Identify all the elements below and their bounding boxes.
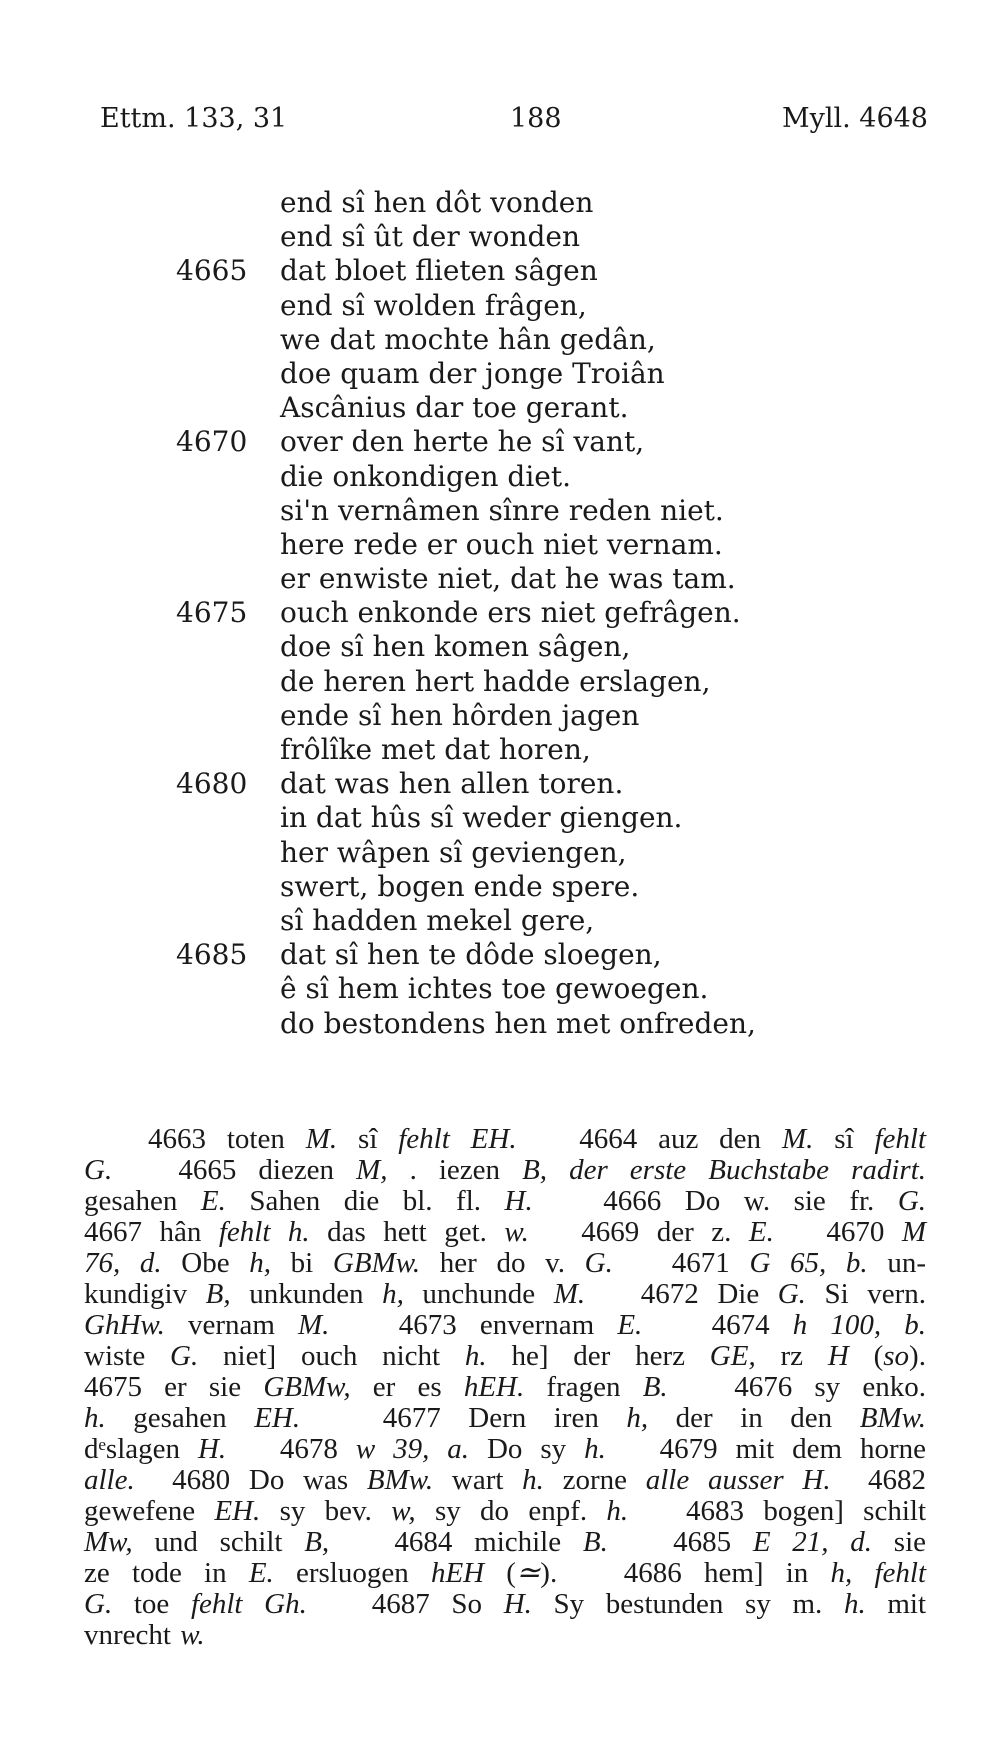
verse-line xyxy=(0,220,1000,254)
siglum-italic: h 100, b. xyxy=(792,1309,926,1341)
siglum-italic: der erste Buchstabe radirt. xyxy=(569,1154,927,1186)
verse-line xyxy=(0,801,1000,835)
siglum-italic: G. xyxy=(777,1278,806,1310)
footnote-text xyxy=(547,1154,569,1186)
footnote-text: sî xyxy=(337,1123,399,1155)
verse-text-line: over den herte he sî vant, xyxy=(280,425,645,459)
footnote-text: sie xyxy=(872,1526,926,1558)
verse-line xyxy=(0,494,1000,528)
footnote-line xyxy=(84,1620,926,1651)
footnote-text: 4674 xyxy=(642,1309,793,1341)
verse-line xyxy=(0,904,1000,938)
footnote-line xyxy=(84,1341,926,1372)
running-head-right: Myll. 4648 xyxy=(781,103,928,134)
footnote-text: vernam xyxy=(164,1309,299,1341)
verse-line xyxy=(0,596,1000,630)
footnote-text: und schilt xyxy=(132,1526,305,1558)
footnote-text: 4685 xyxy=(607,1526,753,1558)
verse-line xyxy=(0,938,1000,972)
footnote-text: 4670 xyxy=(773,1216,902,1248)
verse-line xyxy=(0,323,1000,357)
siglum-italic: w. xyxy=(504,1216,529,1248)
verse-text-line: Ascânius dar toe gerant. xyxy=(280,391,629,425)
siglum-italic: 76, d. xyxy=(84,1247,162,1279)
footnote-line xyxy=(84,1124,926,1155)
siglum-italic: G. xyxy=(84,1154,113,1186)
line-number: 4670 xyxy=(176,425,248,459)
siglum-italic: fehlt EH. xyxy=(398,1123,517,1155)
footnote-text: sy do enpf. xyxy=(415,1495,607,1527)
footnote-text: 4666 Do w. sie fr. xyxy=(532,1185,898,1217)
siglum-italic: E 21, d. xyxy=(752,1526,873,1558)
footnote-line xyxy=(84,1434,926,1465)
footnote-text: 4678 xyxy=(226,1433,356,1465)
siglum-italic: G. xyxy=(584,1247,613,1279)
siglum-italic: E. xyxy=(200,1185,226,1217)
footnote-text: 4676 sy enko. xyxy=(667,1371,926,1403)
footnote-text: der in den xyxy=(648,1402,860,1434)
verse-text-line: si'n vernâmen sînre reden niet. xyxy=(280,493,724,527)
verse-text-line: frôlîke met dat horen, xyxy=(280,733,591,766)
verse-text-line: here rede er ouch niet vernam. xyxy=(280,527,723,561)
footnote-line xyxy=(84,1279,926,1310)
verse-text-line: doe quam der jonge Troiân xyxy=(280,356,665,390)
siglum-italic: h, xyxy=(626,1402,649,1434)
verse-text-line: doe sî hen komen sâgen, xyxy=(280,630,631,664)
verse-line xyxy=(0,528,1000,562)
siglum-italic: GBMw. xyxy=(332,1247,421,1279)
verse-line xyxy=(0,254,1000,288)
siglum-italic: GhHw. xyxy=(84,1309,165,1341)
footnote-text: 4683 bogen] schilt xyxy=(628,1495,926,1527)
verse-text-line: swert, bogen ende spere. xyxy=(280,869,640,903)
siglum-italic: B. xyxy=(642,1371,668,1403)
footnote-line xyxy=(84,1372,926,1403)
verse-line xyxy=(0,186,1000,220)
footnote-text: 4677 Dern iren xyxy=(300,1402,627,1434)
footnote-text: Obe xyxy=(161,1247,250,1279)
footnote-text: gesahen xyxy=(84,1185,201,1217)
footnote-text: ( xyxy=(848,1340,884,1372)
verse-text-line: end sî ût der wonden xyxy=(280,220,581,254)
footnote-text: her do v. xyxy=(420,1247,585,1279)
footnote-text: das hett get. xyxy=(309,1216,505,1248)
siglum-italic: fehlt xyxy=(874,1123,926,1155)
siglum-italic: h. xyxy=(464,1340,487,1372)
footnote-text: ( xyxy=(484,1557,516,1589)
footnote-text: er es xyxy=(350,1371,464,1403)
verse-text-line: de heren hert hadde erslagen, xyxy=(280,664,711,698)
siglum-italic: EH. xyxy=(254,1402,301,1434)
siglum-italic: M. xyxy=(305,1123,338,1155)
verse-line xyxy=(0,699,1000,733)
siglum-italic: h, xyxy=(249,1247,272,1279)
siglum-italic: G. xyxy=(897,1185,927,1217)
siglum-italic: hEH. xyxy=(463,1371,525,1403)
verse-line xyxy=(0,425,1000,459)
footnote-text: rz xyxy=(755,1340,828,1372)
siglum-italic: so xyxy=(883,1340,910,1372)
siglum-italic: G. xyxy=(84,1588,113,1620)
footnote-text xyxy=(852,1557,874,1589)
verse-line xyxy=(0,972,1000,1006)
footnote-text: 4671 xyxy=(612,1247,750,1279)
verse-line xyxy=(0,665,1000,699)
siglum-italic: M xyxy=(901,1216,926,1248)
siglum-italic: B. xyxy=(582,1526,608,1558)
siglum-italic: w 39, a. xyxy=(355,1433,470,1465)
siglum-italic: B, xyxy=(205,1278,231,1310)
footnote-text: wart xyxy=(433,1464,523,1496)
footnote-text: kundigiv xyxy=(84,1278,206,1310)
footnote-text: unkunden xyxy=(230,1278,383,1310)
footnote-text: ). xyxy=(909,1340,926,1372)
siglum-italic: h. xyxy=(584,1433,606,1465)
siglum-italic: h, xyxy=(382,1278,404,1310)
footnote-text: 4663 toten xyxy=(148,1123,306,1155)
footnote-text: 4667 hân xyxy=(84,1216,219,1248)
siglum-italic: Mw, xyxy=(84,1526,133,1558)
siglum-italic: E. xyxy=(617,1309,643,1341)
verse-line xyxy=(0,1007,1000,1041)
verse-text-line: er enwiste niet, dat he was tam. xyxy=(280,562,736,596)
footnote-text: 4679 mit dem horne xyxy=(605,1433,927,1465)
footnote-text: ze tode in xyxy=(84,1557,249,1589)
siglum-italic: M, xyxy=(356,1154,388,1186)
verse-text-line: dat sî hen te dôde sloegen, xyxy=(280,938,662,972)
footnote-text: 4673 envernam xyxy=(329,1309,618,1341)
footnote-line xyxy=(84,1248,926,1279)
footnote-line xyxy=(84,1589,926,1620)
siglum-italic: GE, xyxy=(709,1340,756,1372)
footnote-text: 4675 er sie xyxy=(84,1371,264,1403)
verse-text-line: sî hadden mekel gere, xyxy=(280,903,595,937)
siglum-italic: alle. xyxy=(84,1464,135,1496)
footnote-text: niet] ouch nicht xyxy=(198,1340,465,1372)
footnote-text: sy bev. xyxy=(260,1495,392,1527)
siglum-italic: w, xyxy=(391,1495,416,1527)
footnote-text: ersluogen xyxy=(273,1557,431,1589)
footnote-text: . iezen xyxy=(387,1154,523,1186)
footnote-text: sî xyxy=(813,1123,875,1155)
siglum-italic: alle ausser H. xyxy=(645,1464,831,1496)
siglum-italic: fehlt Gh. xyxy=(190,1588,307,1620)
siglum-italic: H. xyxy=(503,1588,532,1620)
footnote-text: 4664 auz den xyxy=(516,1123,782,1155)
footnote-text: 4672 Die xyxy=(585,1278,778,1310)
footnote-text: 4669 der z. xyxy=(528,1216,749,1248)
footnote-line xyxy=(84,1403,926,1434)
footnote-text: Sahen die bl. fl. xyxy=(225,1185,505,1217)
verse-text xyxy=(0,186,1000,1041)
footnote-line xyxy=(84,1186,926,1217)
siglum-italic: BMw. xyxy=(859,1402,927,1434)
running-head-left: Ettm. 133, 31 xyxy=(100,103,288,134)
verse-line xyxy=(0,357,1000,391)
siglum-italic: h. xyxy=(606,1495,629,1527)
verse-line xyxy=(0,460,1000,494)
siglum-italic: M. xyxy=(781,1123,814,1155)
footnote-text: vnrecht xyxy=(84,1619,181,1651)
footnote-text: un- xyxy=(867,1247,926,1279)
footnote-text: zorne xyxy=(543,1464,646,1496)
siglum-italic: M. xyxy=(553,1278,586,1310)
verse-text-line: her wâpen sî geviengen, xyxy=(280,835,627,869)
footnote-line xyxy=(84,1496,926,1527)
verse-text-line: we dat mochte hân gedân, xyxy=(280,322,656,356)
siglum-italic: G. xyxy=(170,1340,199,1372)
siglum-italic: G 65, b. xyxy=(749,1247,868,1279)
siglum-italic: E. xyxy=(748,1216,774,1248)
footnote-text: unchunde xyxy=(403,1278,554,1310)
verse-line xyxy=(0,836,1000,870)
footnote-text: gesahen xyxy=(105,1402,255,1434)
footnote-text: 4680 Do was xyxy=(134,1464,367,1496)
footnote-text: Sy bestunden sy m. xyxy=(531,1588,844,1620)
siglum-italic: fehlt h. xyxy=(218,1216,310,1248)
line-number: 4680 xyxy=(176,767,248,801)
siglum-italic: E. xyxy=(248,1557,274,1589)
siglum-italic: hEH xyxy=(430,1557,485,1589)
verse-text-line: do bestondens hen met onfreden, xyxy=(280,1006,756,1040)
siglum-italic: M. xyxy=(298,1309,330,1341)
line-number: 4665 xyxy=(176,254,248,288)
verse-line xyxy=(0,630,1000,664)
verse-line xyxy=(0,733,1000,767)
footnote-text: 4682 xyxy=(830,1464,927,1496)
footnote-text: wiste xyxy=(84,1340,171,1372)
verse-text-line: ê sî hem ichtes toe gewoegen. xyxy=(280,972,709,1006)
footnote-line xyxy=(84,1465,926,1496)
footnote-text: 4684 michile xyxy=(329,1526,583,1558)
siglum-italic: H xyxy=(827,1340,849,1372)
footnote-text: ). 4686 hem] in xyxy=(540,1557,831,1589)
siglum-italic: GBMw, xyxy=(263,1371,351,1403)
siglum-italic: h. xyxy=(843,1588,866,1620)
footnote-line xyxy=(84,1310,926,1341)
siglum-italic: h. xyxy=(522,1464,544,1496)
siglum-italic: BMw. xyxy=(366,1464,434,1496)
verse-text-line: ende sî hen hôrden jagen xyxy=(280,698,640,732)
siglum-italic: h. xyxy=(84,1402,106,1434)
footnote-text: mit xyxy=(865,1588,927,1620)
footnote-line xyxy=(84,1527,926,1558)
footnote-text: gewefene xyxy=(84,1495,215,1527)
siglum-italic: H. xyxy=(197,1433,227,1465)
verse-text-line: die onkondigen diet. xyxy=(280,459,572,493)
siglum-italic: h, xyxy=(830,1557,853,1589)
footnote-text: Do sy xyxy=(469,1433,585,1465)
siglum-italic: fehlt xyxy=(874,1557,926,1589)
siglum-italic: H. xyxy=(504,1185,533,1217)
footnote-text: bi xyxy=(271,1247,333,1279)
siglum-italic: EH. xyxy=(214,1495,261,1527)
footnote-text: he] der herz xyxy=(486,1340,710,1372)
verse-line xyxy=(0,767,1000,801)
footnote-text: toe xyxy=(112,1588,191,1620)
verse-text-line: end sî hen dôt vonden xyxy=(280,186,594,219)
footnote-line xyxy=(84,1155,926,1186)
verse-line xyxy=(0,870,1000,904)
verse-text-line: dat was hen allen toren. xyxy=(280,767,624,801)
verse-text-line: ouch enkonde ers niet gefrâgen. xyxy=(280,596,741,630)
footnote-text: 4687 So xyxy=(306,1588,504,1620)
line-number: 4675 xyxy=(176,596,248,630)
footnote-text: 4665 diezen xyxy=(112,1154,357,1186)
critical-apparatus xyxy=(84,1124,926,1651)
siglum-italic: B, xyxy=(522,1154,548,1186)
line-number: 4685 xyxy=(176,938,248,972)
siglum-italic: w. xyxy=(180,1619,205,1651)
footnote-line xyxy=(84,1558,926,1589)
footnote-line xyxy=(84,1217,926,1248)
footnote-text: Si vern. xyxy=(805,1278,926,1310)
siglum-italic: B, xyxy=(304,1526,330,1558)
footnote-text: fragen xyxy=(524,1371,643,1403)
verse-text-line: end sî wolden frâgen, xyxy=(280,288,587,322)
siglum-italic: ≃ xyxy=(515,1557,541,1589)
verse-line xyxy=(0,562,1000,596)
verse-line xyxy=(0,289,1000,323)
verse-text-line: dat bloet flieten sâgen xyxy=(280,254,598,288)
footnote-text: dᵉslagen xyxy=(84,1433,198,1465)
page-number: 188 xyxy=(510,103,562,134)
verse-line xyxy=(0,391,1000,425)
verse-text-line: in dat hûs sî weder giengen. xyxy=(280,801,683,835)
